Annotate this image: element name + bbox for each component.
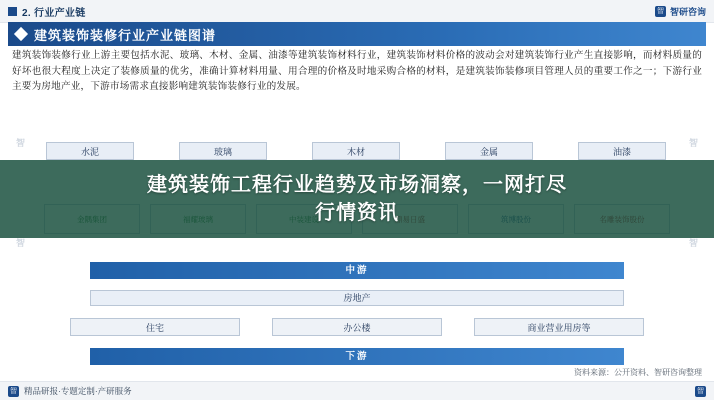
watermark: 智 xyxy=(16,238,26,248)
footer-left xyxy=(0,385,132,397)
brand-name: 智研咨询 xyxy=(669,6,706,17)
watermark: 智 xyxy=(688,238,698,248)
headline-line-2: 行情资讯 xyxy=(315,202,399,224)
upstream-material-cell: 木材 xyxy=(312,142,400,160)
downstream-item-cell: 商业营业用房等 xyxy=(474,318,644,336)
source-note: 资料来源：公开资料、智研咨询整理 xyxy=(574,368,702,377)
page-title: 建筑装饰装修行业产业链图谱 xyxy=(34,27,217,43)
midstream-bar: 中游 xyxy=(90,262,624,279)
brand-logo-icon: 智 xyxy=(10,387,17,395)
downstream-item-cell: 办公楼 xyxy=(272,318,442,336)
top-bar-left xyxy=(0,4,86,19)
headline-overlay xyxy=(0,160,714,238)
footer-right xyxy=(695,386,714,397)
headline-line-1: 建筑装饰工程行业趋势及市场洞察，一网打尽 xyxy=(147,174,567,196)
midstream-sub-bar: 房地产 xyxy=(90,290,624,306)
upstream-materials-row xyxy=(46,142,666,160)
upstream-material-cell: 油漆 xyxy=(578,142,666,160)
diamond-icon xyxy=(14,27,28,41)
watermark: 智 xyxy=(16,138,26,148)
downstream-item-cell: 住宅 xyxy=(70,318,240,336)
top-bar-brand xyxy=(655,5,714,18)
brand-logo-icon: 智 xyxy=(697,387,704,395)
upstream-material-cell: 玻璃 xyxy=(179,142,267,160)
top-bar xyxy=(0,0,714,23)
upstream-material-cell: 金属 xyxy=(445,142,533,160)
body-paragraph: 建筑装饰装修行业上游主要包括水泥、玻璃、木材、金属、油漆等建筑装饰材料行业，建筑装饰材料价格的波动会对建筑装饰行业产生直接影响，而材料质量的好坏也很大程度上决定了装修质量的优劣，准确计算材料用量、用合理的价格及时地采购合格的材料，是建筑装饰装修项目管理人员的重要工作之一；下游行业主要为房地产业，下游市场需求直接影响建筑装饰装修行业的发展。 xyxy=(12,50,702,92)
footer-bar xyxy=(0,381,714,400)
downstream-items-row xyxy=(70,318,644,336)
section-label: 2. 行业产业链 xyxy=(22,7,86,19)
upstream-material-cell: 水泥 xyxy=(46,142,134,160)
footer-tagline: 精品研报·专题定制·产研服务 xyxy=(24,386,132,396)
chart-title-band xyxy=(8,22,706,46)
brand-logo-icon: 智 xyxy=(656,7,664,15)
watermark: 智 xyxy=(688,138,698,148)
square-bullet-icon xyxy=(8,7,17,16)
downstream-bar: 下游 xyxy=(90,348,624,365)
